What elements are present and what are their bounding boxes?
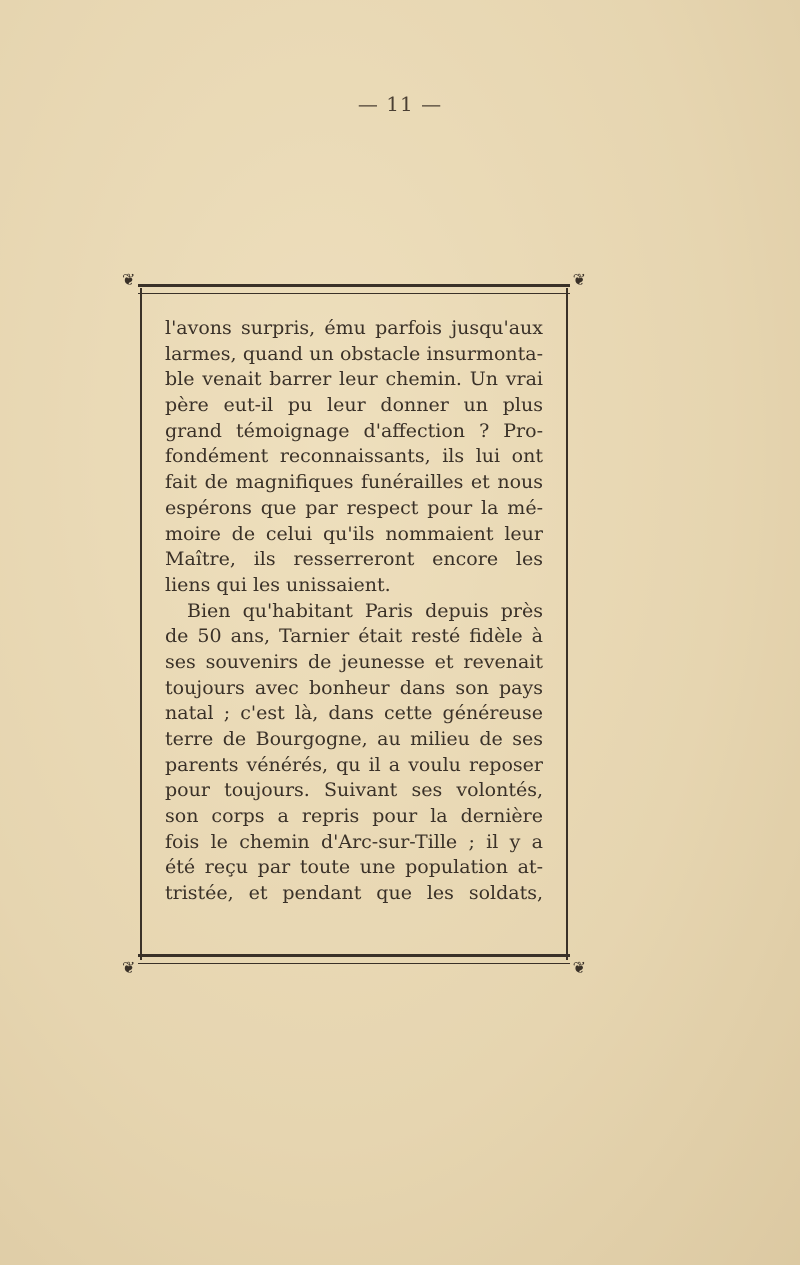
text-line: fait de magnifiques funérailles et nous [165, 471, 543, 494]
page-number: — 11 — [357, 92, 443, 116]
corner-ornament-icon: ❦ [572, 270, 586, 289]
body-text [165, 316, 543, 907]
text-line: liens qui les unissaient. [165, 573, 391, 596]
text-line: ble venait barrer leur chemin. Un vrai [165, 368, 543, 391]
text-line: Bien qu'habitant Paris depuis près [187, 599, 543, 622]
frame-left-rule [140, 288, 142, 960]
frame-bottom-rule [138, 954, 570, 964]
text-line: moire de celui qu'ils nommaient leur [165, 522, 543, 545]
text-line: fondément reconnaissants, ils lui ont [165, 445, 543, 468]
frame-top-rule [138, 284, 570, 294]
corner-ornament-icon: ❦ [122, 958, 136, 977]
text-line: été reçu par toute une population at- [165, 856, 543, 879]
text-line: de 50 ans, Tarnier était resté fidèle à [165, 625, 543, 648]
text-line: l'avons surpris, ému parfois jusqu'aux [165, 317, 543, 339]
text-line: ses souvenirs de jeunesse et revenait [165, 650, 543, 673]
corner-ornament-icon: ❦ [572, 958, 586, 977]
text-line: Maître, ils resserreront encore les [165, 548, 543, 571]
frame-right-rule [566, 288, 568, 960]
text-line: père eut-il pu leur donner un plus [165, 394, 543, 417]
text-line: natal ; c'est là, dans cette généreuse [165, 702, 543, 725]
text-line: terre de Bourgogne, au milieu de ses [165, 728, 543, 750]
corner-ornament-icon: ❦ [122, 270, 136, 289]
text-line: tristée, et pendant que les soldats, [165, 882, 543, 905]
text-line: parents vénérés, qu il a voulu reposer [165, 753, 543, 776]
text-line: fois le chemin d'Arc-sur-Tille ; il y a [165, 830, 543, 853]
text-line: son corps a repris pour la dernière [165, 805, 543, 828]
text-line: grand témoignage d'affection ? Pro- [165, 419, 543, 442]
text-line: larmes, quand un obstacle insurmonta- [165, 342, 543, 365]
text-line: espérons que par respect pour la mé- [165, 496, 543, 519]
text-line: toujours avec bonheur dans son pays [165, 676, 543, 699]
text-line: pour toujours. Suivant ses volontés, [165, 779, 543, 802]
